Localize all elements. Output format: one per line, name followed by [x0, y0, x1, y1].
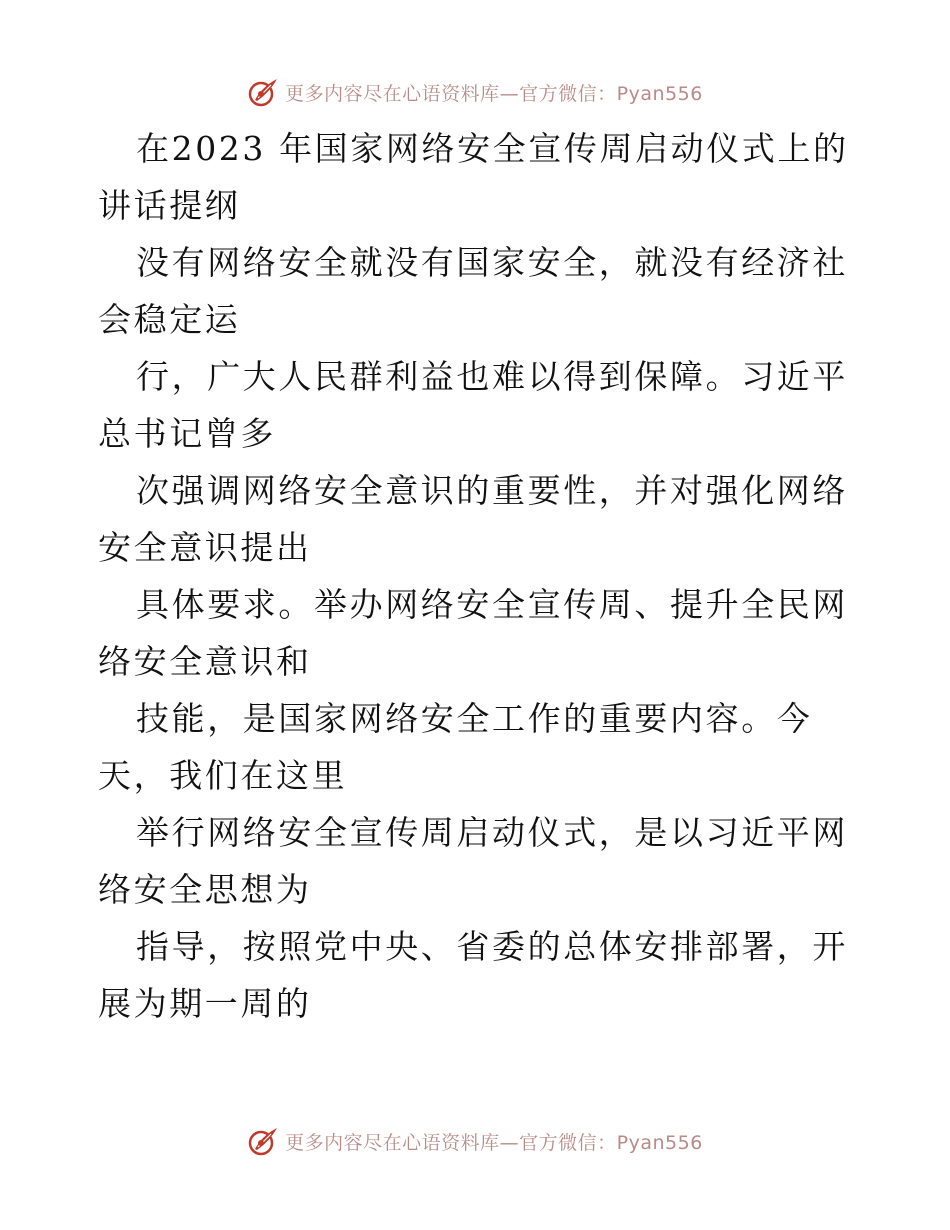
document-body	[98, 120, 858, 1032]
paragraph: 行，广大人民群利益也难以得到保障。习近平总书记曾多	[98, 357, 848, 453]
paragraph: 举行网络安全宣传周启动仪式，是以习近平网络安全思想为	[98, 813, 848, 909]
paragraph: 次强调网络安全意识的重要性，并对强化网络安全意识提出	[98, 471, 848, 567]
red-feather-logo-icon	[247, 76, 279, 108]
footer-banner	[0, 1121, 950, 1161]
paragraph: 指导，按照党中央、省委的总体安排部署，开展为期一周的	[98, 927, 848, 1023]
paragraph: 没有网络安全就没有国家安全，就没有经济社会稳定运	[98, 243, 848, 339]
paragraph: 在2023 年国家网络安全宣传周启动仪式上的讲话提纲	[98, 129, 849, 225]
paragraph: 技能，是国家网络安全工作的重要内容。今天，我们在这里	[98, 699, 813, 795]
red-feather-logo-icon	[247, 1125, 279, 1157]
header-banner-text: 更多内容尽在心语资料库—官方微信：Pyan556	[285, 82, 703, 105]
paragraph: 具体要求。举办网络安全宣传周、提升全民网络安全意识和	[98, 585, 848, 681]
header-banner	[0, 72, 950, 112]
footer-banner-text: 更多内容尽在心语资料库—官方微信：Pyan556	[285, 1131, 703, 1154]
